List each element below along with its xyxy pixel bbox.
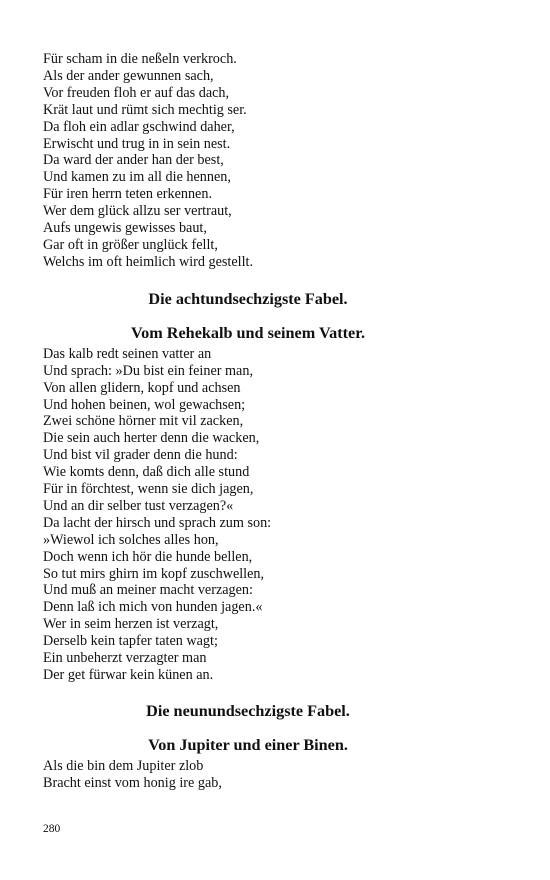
verse-line: Welchs im oft heimlich wird gestellt. xyxy=(43,253,254,270)
verse-block-previous-fable xyxy=(43,51,463,271)
verse-block-fable-68 xyxy=(43,346,463,684)
verse-line: Und sprach: »Du bist ein feiner man, xyxy=(43,362,253,379)
verse-line: Bracht einst vom honig ire gab, xyxy=(43,774,222,791)
page-content xyxy=(43,51,463,792)
page-number: 280 xyxy=(43,823,61,835)
fable-number-heading: Die neunundsechzigste Fabel. xyxy=(146,701,350,720)
verse-line: Und kamen zu im all die hennen, xyxy=(43,169,231,186)
verse-line: Ein unbeherzt verzagter man xyxy=(43,650,207,667)
verse-line: Gar oft in größer unglück fellt, xyxy=(43,236,218,253)
verse-line: Der get fürwar kein künen an. xyxy=(43,667,214,683)
verse-line: Vor freuden floh er auf das dach, xyxy=(43,84,230,101)
verse-line: Von allen glidern, kopf und achsen xyxy=(43,379,241,396)
verse-line: Wie komts denn, daß dich alle stund xyxy=(43,464,250,481)
verse-line: Wer dem glück allzu ser vertraut, xyxy=(43,203,232,220)
verse-line: So tut mirs ghirn im kopf zuschwellen, xyxy=(43,565,265,582)
verse-line: Und hohen beinen, wol gewachsen; xyxy=(43,396,246,413)
verse-line: Für iren herrn teten erkennen. xyxy=(43,186,212,203)
verse-line: Und an dir selber tust verzagen?« xyxy=(43,497,234,514)
verse-line: »Wiewol ich solches alles hon, xyxy=(43,531,219,548)
verse-line: Da lacht der hirsch und sprach zum son: xyxy=(43,514,272,531)
verse-line: Als der ander gewunnen sach, xyxy=(43,67,214,84)
verse-line: Da ward der ander han der best, xyxy=(43,152,224,169)
fable-title-heading: Vom Rehekalb und seinem Vatter. xyxy=(130,323,365,342)
verse-line: Da floh ein adlar gschwind daher, xyxy=(43,118,235,135)
verse-line: Erwischt und trug in in sein nest. xyxy=(43,135,231,152)
verse-block-fable-69 xyxy=(43,758,463,792)
verse-line: Die sein auch herter denn die wacken, xyxy=(43,430,260,447)
verse-line: Doch wenn ich hör die hunde bellen, xyxy=(43,548,253,565)
verse-line: Derselb kein tapfer taten wagt; xyxy=(43,633,218,650)
verse-line: Für scham in die neßeln verkroch. xyxy=(43,51,237,67)
verse-line: Für in förchtest, wenn sie dich jagen, xyxy=(43,481,254,498)
verse-line: Das kalb redt seinen vatter an xyxy=(43,345,212,362)
verse-line: Denn laß ich mich von hunden jagen.« xyxy=(43,599,263,616)
verse-line: Und bist vil grader denn die hund: xyxy=(43,447,238,464)
verse-line: Und muß an meiner macht verzagen: xyxy=(43,582,253,599)
verse-line: Krät laut und rümt sich mechtig ser. xyxy=(43,101,247,118)
verse-line: Aufs ungewis gewisses baut, xyxy=(43,220,207,237)
fable-number-heading: Die achtundsechzigste Fabel. xyxy=(148,289,348,308)
verse-line: Wer in seim herzen ist verzagt, xyxy=(43,616,219,633)
verse-line: Als die bin dem Jupiter zlob xyxy=(43,757,204,774)
fable-title-heading: Von Jupiter und einer Binen. xyxy=(148,735,348,754)
verse-line: Zwei schöne hörner mit vil zacken, xyxy=(43,413,244,430)
